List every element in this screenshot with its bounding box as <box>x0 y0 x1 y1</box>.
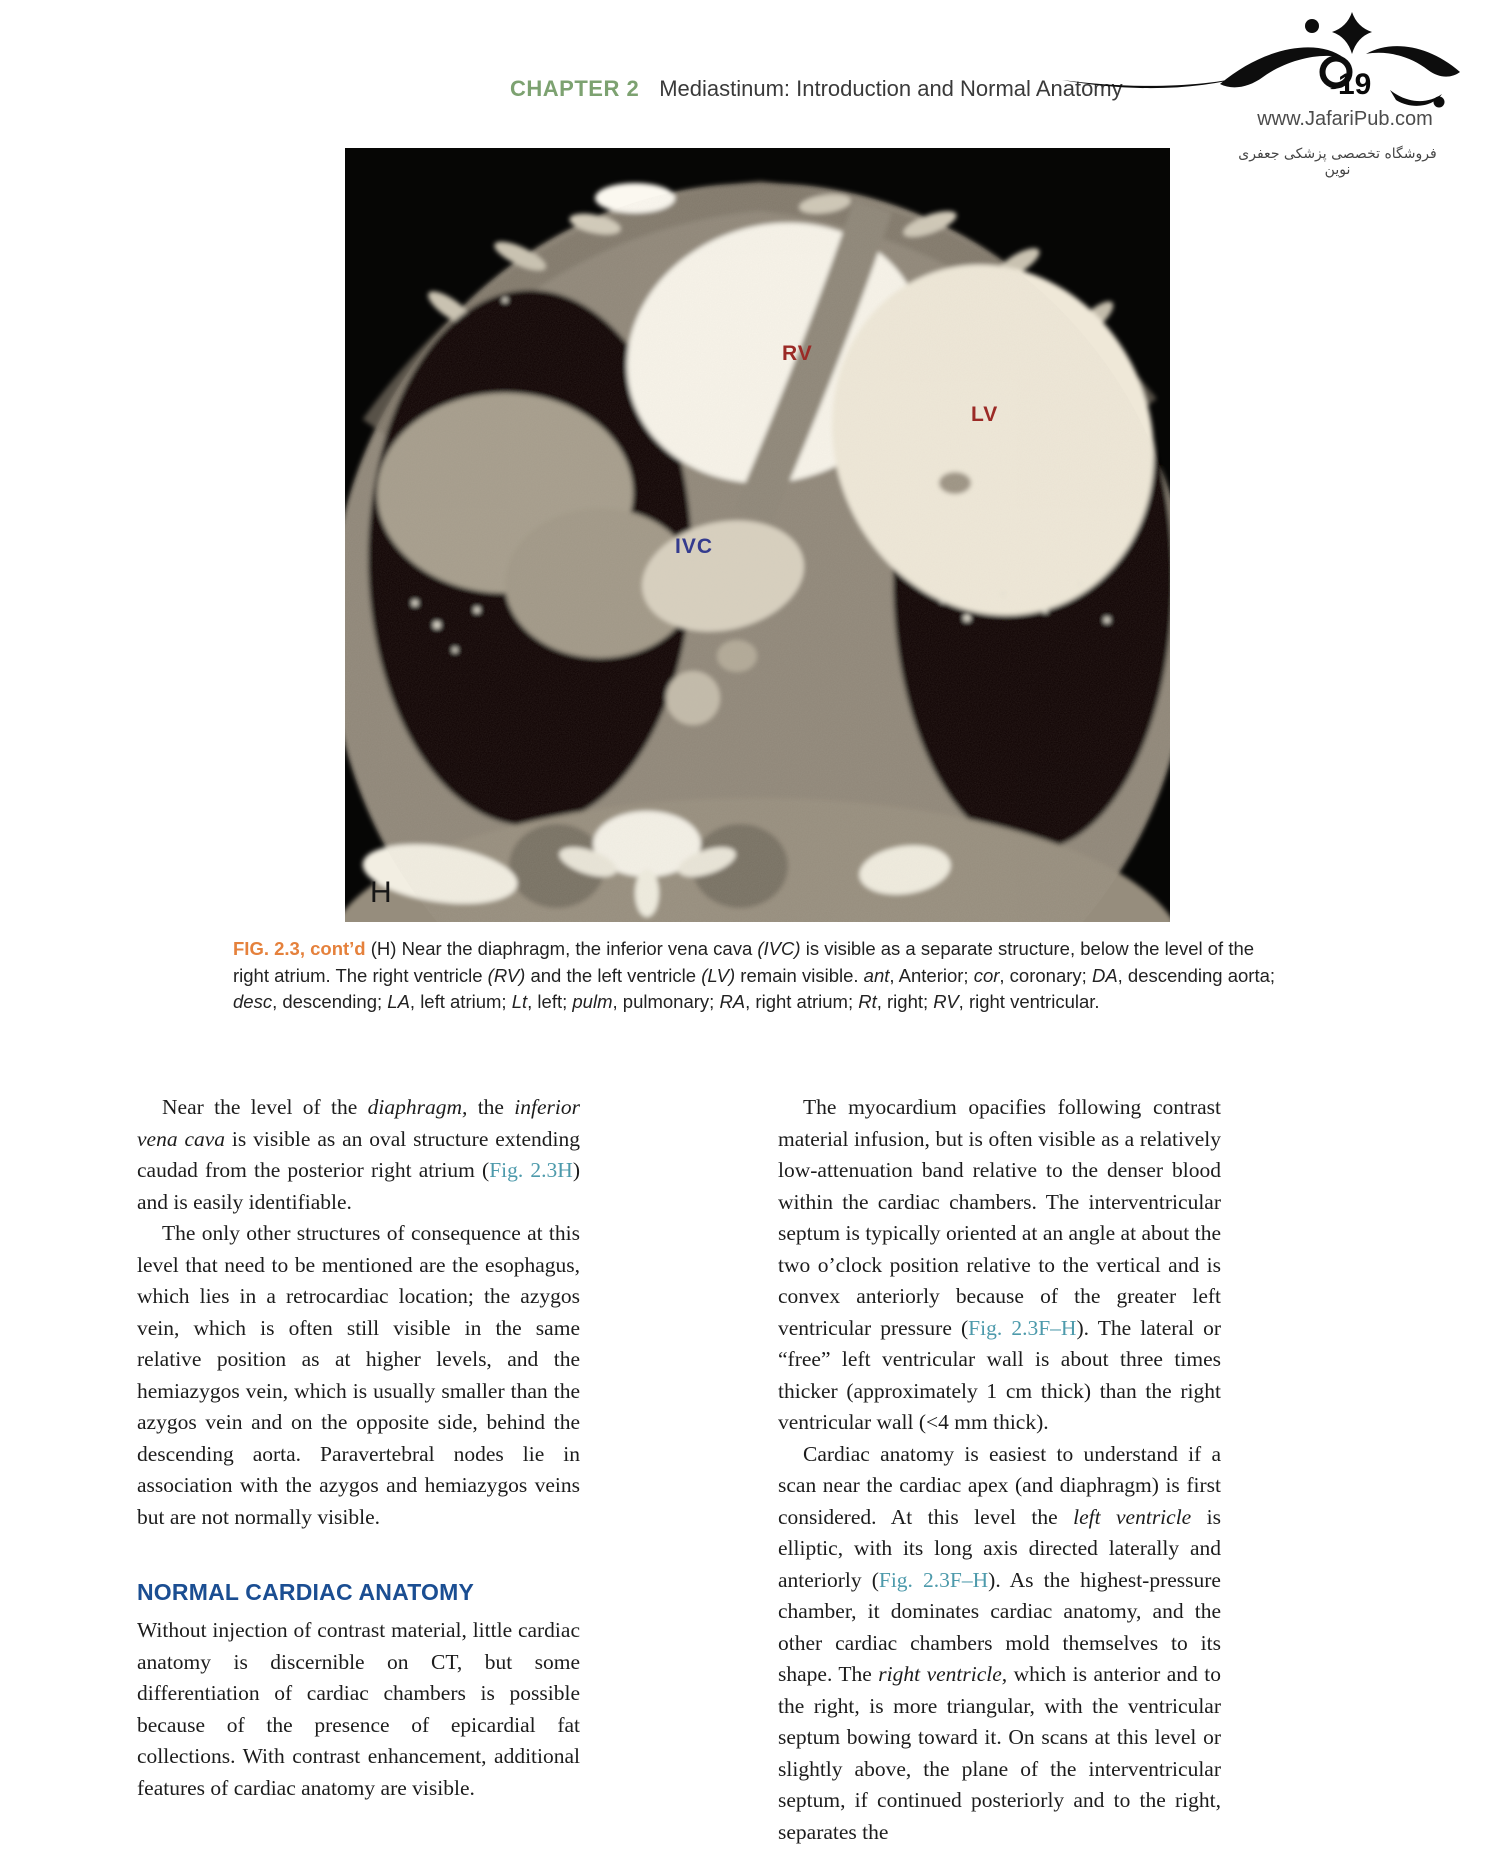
figure-crossref-link[interactable]: Fig. 2.3F–H <box>878 1567 989 1592</box>
paragraph: Near the level of the diaphragm, the inferior vena cava is visible as an oval structure extending caudad from the posterior right atrium (Fig. 2.3H) and is easily identifiable. <box>137 1095 581 1214</box>
right-text-column <box>778 1092 1221 1848</box>
figure-panel-letter: H <box>370 876 392 909</box>
paragraph: The myocardium opacifies following contrast material infusion, but is often visible as a relatively low-attenuation band relative to the denser blood within the cardiac chambers. The interventricular septum is typically oriented at an angle at about the two o’clock position relative to the vertical and is convex anteriorly because of the greater left ventricular pressure (Fig. 2.3F–H). The lateral or “free” left ventricular wall is about three times thicker (approximately 1 cm thick) than the right ventricular wall (<4 mm thick). <box>778 1095 1221 1434</box>
publisher-ornament-icon <box>1060 12 1460 117</box>
publisher-tagline: فروشگاه تخصصی پزشکی جعفری نوین <box>1238 146 1437 178</box>
paragraph: The only other structures of consequence at this level that need to be mentioned are the esophagus, which lies in a retrocardiac location; the azygos vein, which is often still visible in the same relative position as at higher levels, and the hemiazygos vein, which is usually smaller than the azygos vein and on the opposite side, behind the descending aorta. Paravertebral nodes lie in association with the azygos and hemiazygos veins but are not normally visible. <box>137 1221 580 1529</box>
page-number: 19 <box>1338 68 1372 101</box>
left-text-column <box>137 1092 580 1804</box>
ct-label-rv: RV <box>782 342 813 365</box>
ct-label-ivc: IVC <box>675 535 714 558</box>
ct-scan-figure <box>345 148 1170 922</box>
chapter-title: Mediastinum: Introduction and Normal Anatomy <box>659 76 1123 101</box>
figure-caption-text: FIG. 2.3, cont’d (H) Near the diaphragm, the inferior vena cava (IVC) is visible as a separate structure, below the level of the right atrium. The right ventricle (RV) and the left ventricle (LV) remain visible. ant, Anterior; cor, coronary; DA, descending aorta; desc, descending; LA, left atrium; Lt, left; pulm, pulmonary; RA, right atrium; Rt, right; RV, right ventricular. <box>233 938 1276 1012</box>
chapter-label: CHAPTER 2 <box>510 76 640 101</box>
figure-crossref-link[interactable]: Fig. 2.3F–H <box>968 1315 1077 1340</box>
section-heading: NORMAL CARDIAC ANATOMY <box>137 1579 475 1605</box>
figure-caption <box>233 936 1295 1016</box>
figure-crossref-link[interactable]: Fig. 2.3H <box>489 1158 573 1182</box>
page-header <box>510 76 1123 102</box>
ct-label-lv: LV <box>971 403 999 426</box>
paragraph: Cardiac anatomy is easiest to understand if a scan near the cardiac apex (and diaphragm) is first considered. At this level the left ventricle is elliptic, with its long axis directed laterally and anteriorly (Fig. 2.3F–H). As the highest-pressure chamber, it dominates cardiac anatomy, and the other cardiac chambers mold themselves to its shape. The right ventricle, which is anterior and to the right, is more triangular, with the ventricular septum bowing toward it. On scans at this level or slightly above, the plane of the interventricular septum, if continued posteriorly and to the right, separates the <box>778 1441 1221 1844</box>
paragraph: Without injection of contrast material, little cardiac anatomy is discernible on CT, but some differentiation of cardiac chambers is possible because of the presence of epicardial fat collections. With contrast enhancement, additional features of cardiac anatomy are visible. <box>137 1618 580 1800</box>
publisher-url[interactable]: www.JafariPub.com <box>1257 108 1433 130</box>
ct-scan-image <box>345 148 1170 922</box>
